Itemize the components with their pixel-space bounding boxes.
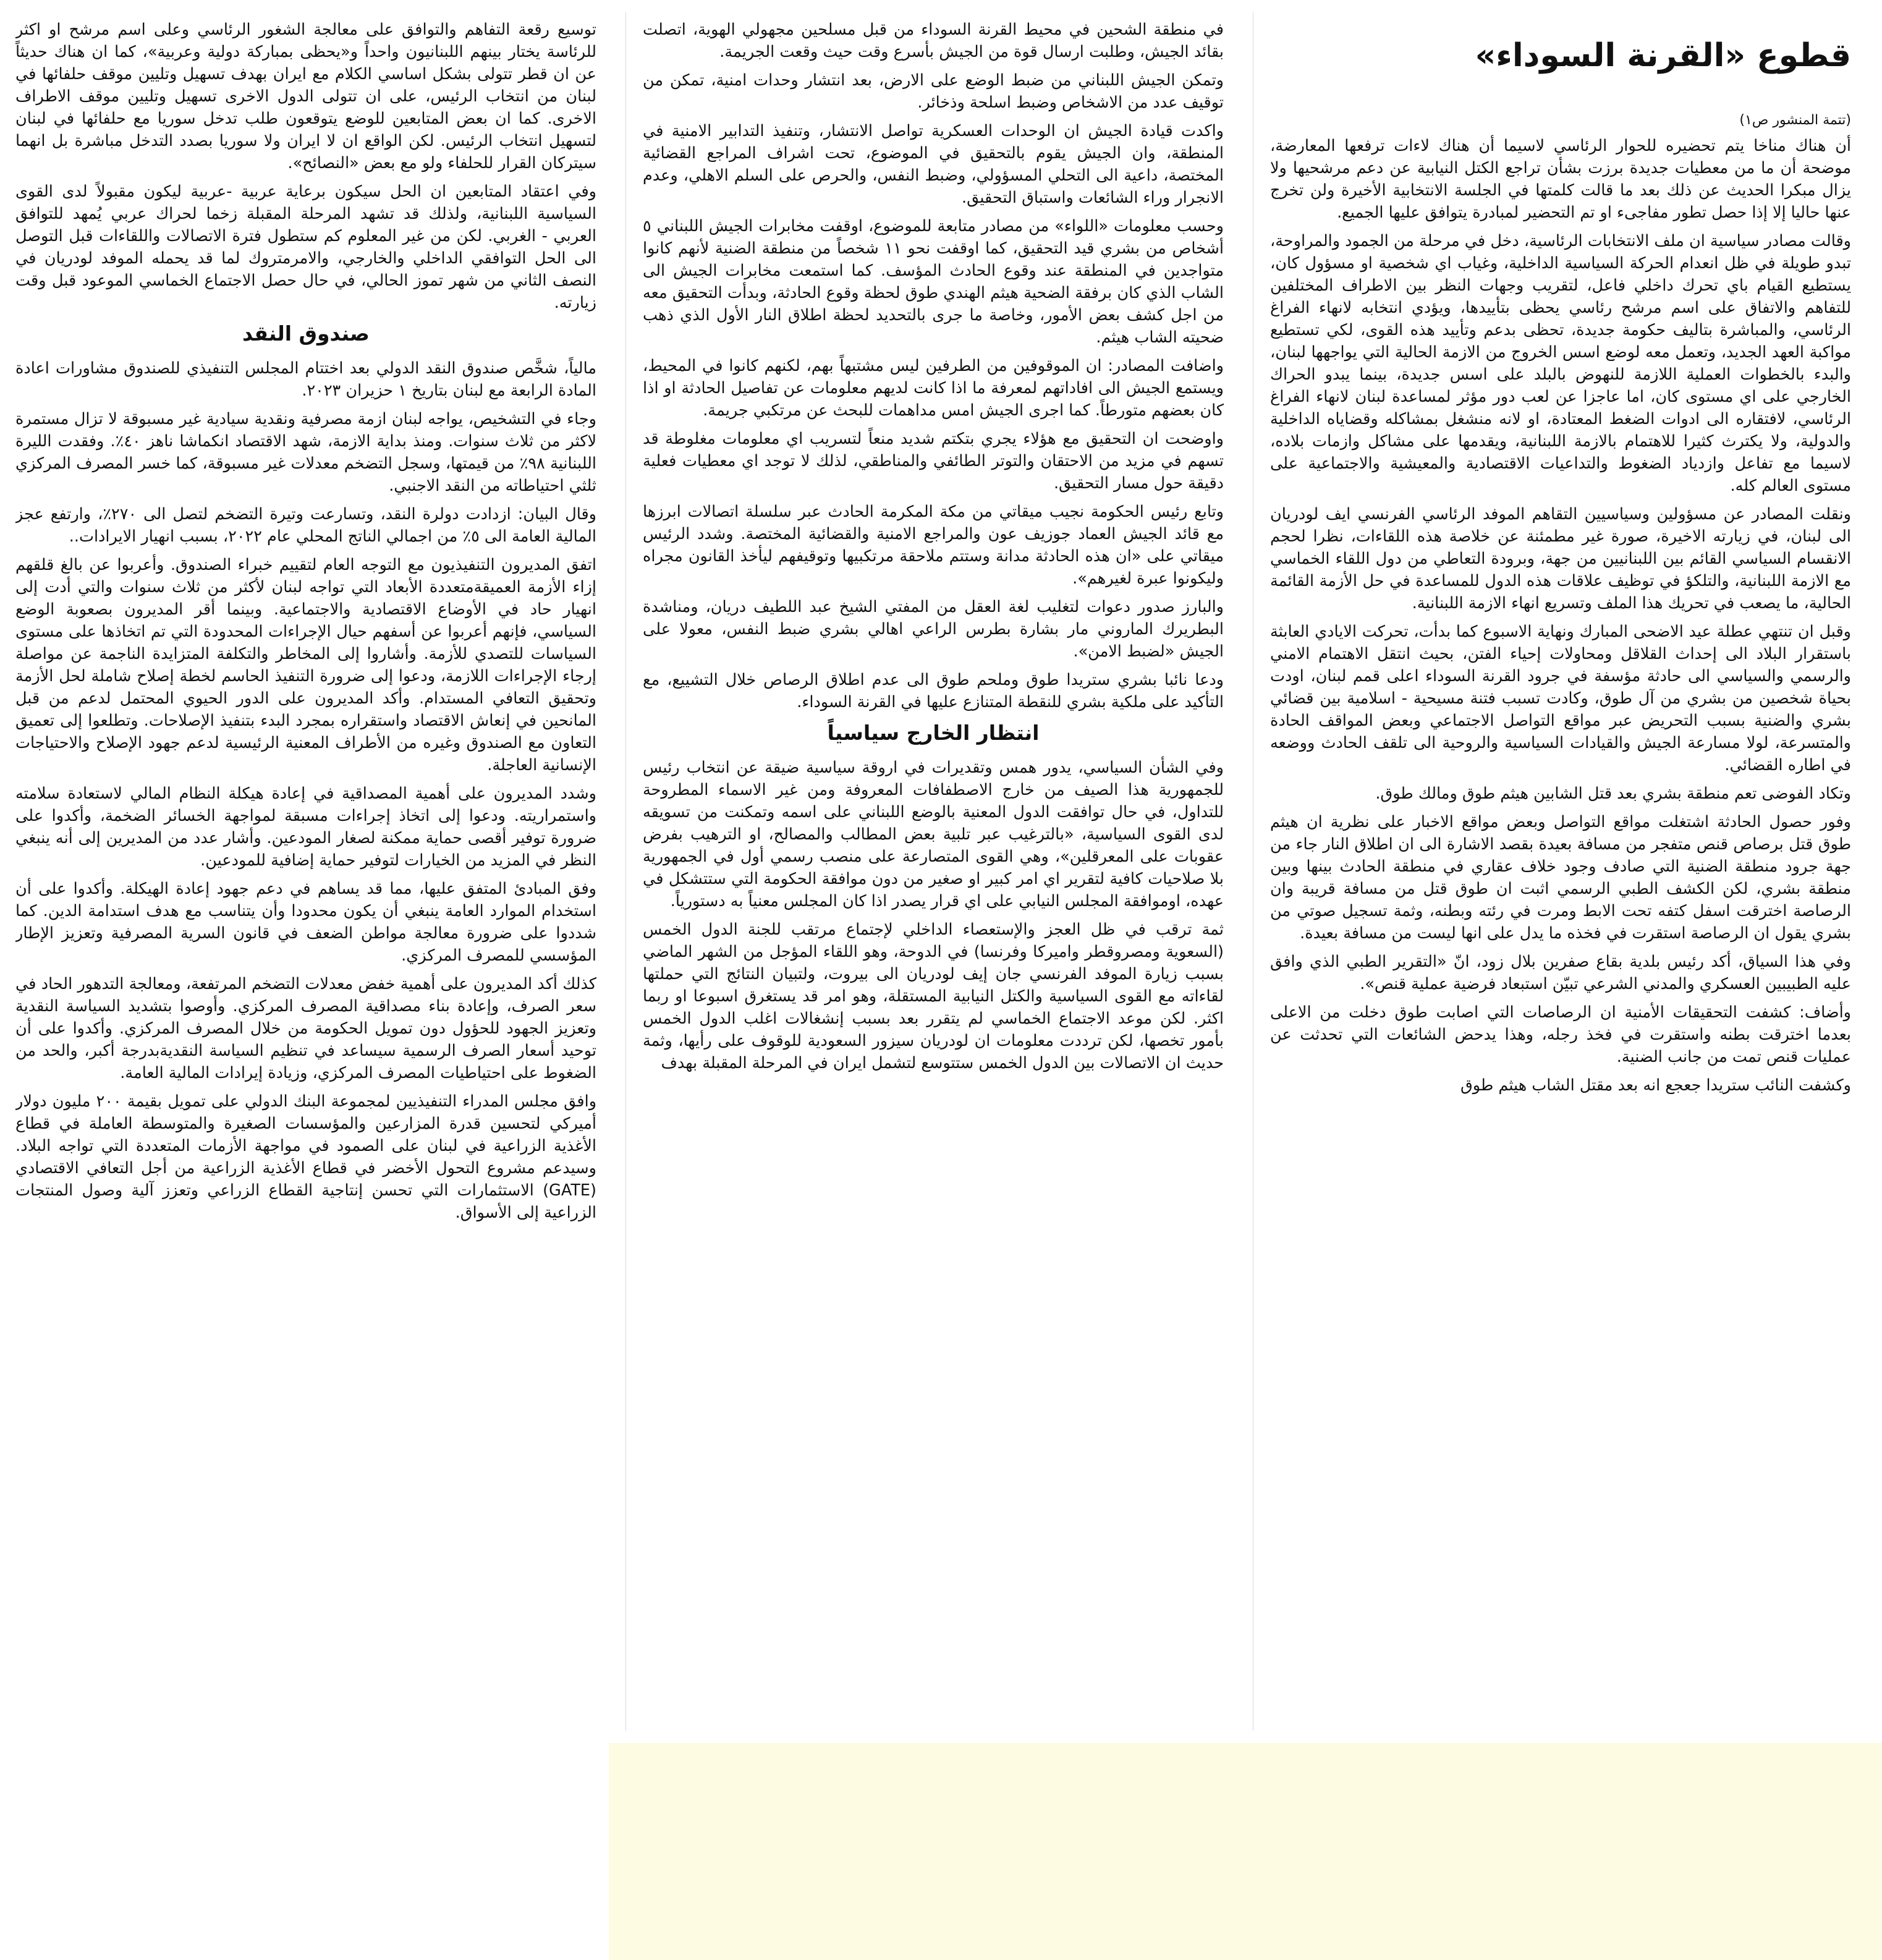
article-column-middle xyxy=(643,19,1224,1080)
paragraph: ثمة ترقب في ظل العجز والإستعصاء الداخلي لإجتماع مرتقب للجنة الدول الخمس (السعوية ومصروقطر واميركا وفرنسا) في الدوحة، وهو اللقاء المؤجل من الشهر الماضي بسبب زيارة الموفد الفرنسي جان إيف لودريان الى بيروت، ولتبيان النتائج التي حملتها لقاءاته مع القوى السياسية والكتل النيابية المستقلة، وهو امر قد يستغرق اسبوعا او ربما اكثر. لكن موعد الاجتماع الخماسي لم يتقرر بعد بسبب إنشغالات اغلب الدول الخمس بأمور تخصها، لكن ترددت معلومات ان لودريان سيزور السعودية للوقوف على رأيها، وثمة حديث ان الاتصالات بين الدول الخمس ستتوسع لتشمل ايران في المرحلة المقبلة بهدف xyxy=(643,920,1224,1072)
paragraph: كذلك أكد المديرون على أهمية خفض معدلات التضخم المرتفعة، ومعالجة التدهور الحاد في سعر الصرف، وإعادة بناء مصداقية المصرف المركزي. وأوصوا بتشديد السياسة النقدية وتعزيز الجهود للحؤول دون تمويل الحكومة من خلال المصرف المركزي. وأكدوا على أن توحيد أسعار الصرف الرسمية سيساعد في تنظيم السياسة النقديةبدرجة أكبر، والحد من الضغوط على احتياطيات المصرف المركزي، وزيادة إيرادات المالية العامة. xyxy=(15,975,596,1082)
paragraph: أن هناك مناخا يتم تحضيره للحوار الرئاسي لاسيما أن هناك لاءات ترفعها المعارضة، موضحة أن ما من معطيات جديدة برزت بشأن تراجع الكتل النيابية عن دعم مرشحيها ولا يزال مبكرا الحديث عن ذلك بعد ما قالت كلمتها في الجلسة الانتخابية الأخيرة ولن تخرج عنها حاليا إلا إذا حصل تطور مفاجىء او تم التحضير لمبادرة يتوافق عليها الجميع. xyxy=(1270,137,1851,222)
paragraph: وتمكن الجيش اللبناني من ضبط الوضع على الارض، بعد انتشار وحدات امنية، تمكن من توقيف عدد من الاشخاص وضبط اسلحة وذخائر. xyxy=(643,71,1224,112)
paragraph: وفور حصول الحادثة اشتغلت مواقع التواصل وبعض مواقع الاخبار على نظرية ان هيثم طوق قتل برصاص قنص متفجر من مسافة بعيدة بقصد الاشارة الى ان اطلاق النار جاء من جهة جرود منطقة الضنية التي صادف وجود خلاف عقاري في منطقة الحادث بينها وبين منطقة بشري، لكن الكشف الطبي الرسمي اثبت ان طوق قتل من مسافة قريبة وان الرصاصة اخترقت اسفل كتفه تحت الابط ومرت في رئته وبطنه، وثمة تسجيل صوتي من بشري يقول ان الرصاصة استقرت في فخذه ما يدل على انها ليست من مسافة بعيدة. xyxy=(1270,813,1851,943)
paragraph: والبارز صدور دعوات لتغليب لغة العقل من المفتي الشيخ عبد اللطيف دريان، ومناشدة البطريرك الماروني مار بشارة بطرس الراعي اهالي بشري ضبط النفس، معولا على الجيش «لضبط الامن». xyxy=(643,598,1224,661)
paragraph: وقبل ان تنتهي عطلة عيد الاضحى المبارك ونهاية الاسبوع كما بدأت، تحركت الايادي العابثة باستقرار البلاد الى إحداث القلاقل ومحاولات إحياء الفتن، بحيث انتقل الاهتمام الامني والرسمي والسياسي الى حادثة مؤسفة في جرود القرنة السوداء اعلى قمم لبنان، اودت بحياة شخصين من بشري من آل طوق، وكادت تسبب فتنة مسيحية - اسلامية بين قضائي بشري والضنية بسبب التحريض عبر مواقع التواصل الاجتماعي وبعض المواقف الحادة والمتسرعة، لولا مسارعة الجيش والقيادات السياسية والروحية الى تلقف الحادث ووضعه في اطاره القضائي. xyxy=(1270,622,1851,774)
paragraph: وقال البيان: ازدادت دولرة النقد، وتسارعت وتيرة التضخم لتصل الى ٢٧٠٪، وارتفع عجز المالية العامة الى ٥٪ من اجمالي الناتج المحلي عام ٢٠٢٢، بسبب انهيار الايرادات.. xyxy=(15,505,596,546)
paragraph: وحسب معلومات «اللواء» من مصادر متابعة للموضوع، اوقفت مخابرات الجيش اللبناني ٥ أشخاص من بشري قيد التحقيق، كما اوقفت نحو ١١ شخصاً من منطقة الضنية لأنهم كانوا متواجدين في المنطقة عند وقوع الحادث المؤسف. كما استمعت مخابرات الجيش الى الشاب الذي كان برفقة الضحية هيثم الهندي طوق لحظة وقوع الحادثة، وبدأت التحقيق معه من اجل كشف بعض الأمور، وخاصة ما جرى بالتحديد لحظة اطلاق النار الأول الذي ذهب ضحيته الشاب هيثم. xyxy=(643,217,1224,347)
article-column-right xyxy=(1270,19,1851,1103)
paragraph: واوضحت ان التحقيق مع هؤلاء يجري بتكتم شديد منعاً لتسريب اي معلومات مغلوطة قد تسهم في مزيد من الاحتقان والتوتر الطائفي والمناطقي، لذلك لا توجد اي معطيات فعلية دقيقة حول مسار التحقيق. xyxy=(643,430,1224,493)
paragraph: واضافت المصادر: ان الموقوفين من الطرفين ليس مشتبهاً بهم، لكنهم كانوا في المحيط، ويستمع الجيش الى افاداتهم لمعرفة ما اذا كانت لديهم معلومات عن تفاصيل الحادثة او اذا كان بعضهم متورطاً. كما اجرى الجيش امس مداهمات للبحث عن مرتكبي جريمة. xyxy=(643,357,1224,420)
paragraph: توسيع رقعة التفاهم والتوافق على معالجة الشغور الرئاسي وعلى اسم مرشح او اكثر للرئاسة يختار بينهم اللبنانيون واحداً و«يحظى بمباركة دولية وعربية»، كما ان هناك حديثاً عن ان قطر تتولى بشكل اساسي الكلام مع ايران بهدف تسهيل وتليين موقف حلفائها في لبنان من انتخاب الرئيس، على ان تتولى الدول الاخرى تسهيل وتليين موقف الاطراف الاخرى. كما ان بعض المتابعين للوضع يتوقعون طلب تدخل سوريا مع حلفائها في لبنان لتسهيل انتخاب الرئيس. لكن الواقع ان لا ايران ولا سوريا بصدد التدخل مباشرة بل انهما سيتركان القرار للحلفاء ولو مع بعض «النصائح». xyxy=(15,20,596,172)
section-heading: صندوق النقد xyxy=(242,321,370,346)
paragraph: وأضاف: كشفت التحقيقات الأمنية ان الرصاصات التي اصابت طوق دخلت من الاعلى بعدما اخترقت بطنه واستقرت في فخذ رجله، وهذا يدحض الشائعات التي تحدثت عن عمليات قنص تمت من جانب الضنية. xyxy=(1270,1003,1851,1066)
section-heading: انتظار الخارج سياسياً xyxy=(827,721,1040,745)
paragraph: وافق مجلس المدراء التنفيذيين لمجموعة البنك الدولي على تمويل بقيمة ٢٠٠ مليون دولار أميركي لتحسين قدرة المزارعين والمؤسسات الصغيرة والمتوسطة العاملة في قطاع الأغذية الزراعية في لبنان على الصمود في مواجهة الأزمات المتعددة التي تواجه البلاد. وسيدعم مشروع التحول الأخضر في قطاع الأغذية الزراعية من أجل التعافي الاقتصادي (GATE) الاستثمارات التي تحسن إنتاجية القطاع الزراعي وتعزز آلية وصول المنتجات الزراعية إلى الأسواق. xyxy=(15,1092,596,1222)
paragraph: وفق المبادئ المتفق عليها، مما قد يساهم في دعم جهود إعادة الهيكلة. وأكدوا على أن استخدام الموارد العامة ينبغي أن يكون محدودا وأن يتناسب مع هدف استدامة الدين. كما شددوا على ضرورة معالجة مواطن الضعف في قانون السرية المصرفية وتعزيز الإطار المؤسسي للمصرف المركزي. xyxy=(15,880,596,965)
paragraph: مالياً، شخَّص صندوق النقد الدولي بعد اختتام المجلس التنفيذي للصندوق مشاورات اعادة المادة الرابعة مع لبنان بتاريخ ١ حزيران ٢٠٢٣. xyxy=(15,359,596,400)
paragraph: وشدد المديرون على أهمية المصداقية في إعادة هيكلة النظام المالي لاستعادة سلامته واستمراريته. ودعوا إلى اتخاذ إجراءات مسبقة لمواجهة الخسائر الضخمة، وأكدوا على ضرورة توفير أقصى حماية ممكنة لصغار المودعين. وأشار عدد من المديرين إلى أنه ينبغي النظر في المزيد من الخيارات لتوفير حماية إضافية للمودعين. xyxy=(15,784,596,870)
continuation-note: (تتمة المنشور ص١) xyxy=(1739,112,1851,128)
paragraph: اتفق المديرون التنفيذيون مع التوجه العام لتقييم خبراء الصندوق. وأعربوا عن بالغ قلقهم إزاء الأزمة العميقةمتعددة الأبعاد التي تواجه لبنان لأكثر من ثلاث سنوات والتي أدت إلى انهيار حاد في الأوضاع الاقتصادية والاجتماعية. وبينما أقر المديرون بصعوبة الوضع السياسي، فإنهم أعربوا عن أسفهم حيال الإجراءات المحدودة التي تم اتخاذها على مستوى السياسات للتصدي للأزمة. وأشاروا إلى المخاطر والتكلفة المتزايدة الناجمة عن مواصلة إرجاء الإجراءات اللازمة، ودعوا إلى ضرورة التنفيذ الحاسم لخطة إصلاح شاملة لحل الأزمة وتحقيق التعافي المستدام. وأكد المديرون على الدور الحيوي المحتمل لدعم من قبل المانحين في إنعاش الاقتصاد واستقراره بمجرد البدء بتنفيذ الإصلاحات. وتطلعوا إلى تعميق التعاون مع الصندوق وغيره من الأطراف المعنية الرئيسية لدعم جهود الإصلاح والاحتياجات الإنسانية العاجلة. xyxy=(15,556,596,774)
article-title: قطوع «القرنة السوداء» xyxy=(1475,37,1851,74)
paragraph: وكشفت النائب ستريدا جعجع انه بعد مقتل الشاب هيثم طوق xyxy=(1460,1076,1851,1095)
paragraph: وجاء في التشخيص، يواجه لبنان ازمة مصرفية ونقدية سيادية غير مسبوقة لا تزال مستمرة لاكثر من ثلاث سنوات. ومنذ بداية الازمة، شهد الاقتصاد انكماشا ناهز ٤٠٪. وفقدت الليرة اللبنانية ٩٨٪ من قيمتها، وسجل التضخم معدلات غير مسبوقة، كما خسر المصرف المركزي ثلثي احتياطاته من النقد الاجنبي. xyxy=(15,410,596,495)
paragraph: واكدت قيادة الجيش ان الوحدات العسكرية تواصل الانتشار، وتنفيذ التدابير الامنية في المنطقة، وان الجيش يقوم بالتحقيق في الموضوع، تحت اشراف المراجع القضائية المختصة، داعية الى التحلي المسؤولي، وضبط النفس، والحرص على السلم الاهلي، وعدم الانجرار وراء الشائعات واستباق التحقيق. xyxy=(643,122,1224,207)
column-divider xyxy=(625,12,626,1731)
paragraph: وتكاد الفوضى تعم منطقة بشري بعد قتل الشابين هيثم طوق ومالك طوق. xyxy=(1375,784,1851,803)
paragraph: وفي هذا السياق، أكد رئيس بلدية بقاع صفرين بلال زود، انّ «التقرير الطبي الذي وافق عليه الطبيبين العسكري والمدني الشرعي تبيّن استبعاد فرضية عملية قنص». xyxy=(1270,952,1851,993)
paragraph: ونقلت المصادر عن مسؤولين وسياسيين التقاهم الموفد الرئاسي الفرنسي ايف لودريان الى لبنان، في زيارته الاخيرة، صورة غير مطمئنة عن خلاصة هذه اللقاءات، نظرا لحجم الانقسام السياسي القائم بين اللبنانيين من جهة، وبرودة التعاطي من دول اللقاء الخماسي مع الازمة اللبنانية، والتلكؤ في توظيف علاقات هذه الدول للمساعدة في حل الأزمة القائمة الحالية، ما يصعب في تحريك هذا الملف وتسريع انهاء الازمة اللبنانية. xyxy=(1270,505,1851,613)
paragraph: وتابع رئيس الحكومة نجيب ميقاتي من مكة المكرمة الحادث عبر سلسلة اتصالات ابرزها مع قائد الجيش العماد جوزيف عون والمراجع الامنية والقضائية المختصة. وشدد الرئيس ميقاتي على «ان هذه الحادثة مدانة وستتم ملاحقة مرتكبيها وتوقيفهم ليأخذ القانون مجراه وليكونوا عبرة لغيرهم». xyxy=(643,503,1224,588)
article-column-left xyxy=(15,19,596,1230)
paragraph: في منطقة الشحين في محيط القرنة السوداء من قبل مسلحين مجهولي الهوية، اتصلت بقائد الجيش، وطلبت ارسال قوة من الجيش بأسرع وقت حيث وقعت الجريمة. xyxy=(643,20,1224,61)
paragraph: ودعا نائبا بشري ستريدا طوق وملحم طوق الى عدم اطلاق الرصاص خلال التشييع، مع التأكيد على ملكية بشري للنقطة المتنازع عليها في القرنة السوداء. xyxy=(643,671,1224,711)
paragraph: وفي اعتقاد المتابعين ان الحل سيكون برعاية عربية -عربية ليكون مقبولاً لدى القوى السياسية اللبنانية، ولذلك قد تشهد المرحلة المقبلة زخما لحراك عربي يُمهد للتوافق العربي - الغربي. لكن من غير المعلوم كم ستطول فترة الاتصالات واللقاءات قبل التوصل الى الحل التوافقي الداخلي والخارجي، والامرمتروك لما قد يحمله الموفد لودريان في النصف الثاني من شهر تموز الحالي، في حال حصل الاجتماع الخماسي الموعود قبل وقت زيارته. xyxy=(15,182,596,312)
paragraph: وقالت مصادر سياسية ان ملف الانتخابات الرئاسية، دخل في مرحلة من الجمود والمراوحة، تبدو طويلة في ظل انعدام الحركة السياسية الداخلية، وغياب اي شخصية او مسؤول كان، يستطيع القيام باي تحرك داخلي فاعل، لتقريب وجهات النظر بين الاطراف المختلفين للتفاهم والاتفاق على اسم مرشح رئاسي يحظى بتأييدها، ويؤدي انتخابه لانهاء الفراغ الرئاسي، والمباشرة بتاليف حكومة جديدة، تحظى بدعم وتأييد هذه القوى، لكي تستطيع مواكبة العهد الجديد، وتعمل معه لوضع اسس الخروج من الازمة الحالية التي يواجهها لبنان، والبدء بالخطوات العملية اللازمة للنهوض بالبلد على اسس جديدة، بينما يبدو الحراك الخارجي على اي مستوى كان، اما عاجزا عن لعب دور مؤثر لمساعدة لبنان لانهاء الفراغ الرئاسي، لافتقاره الى ادوات الضغط المعتادة، او لانه منشغل بمشاكله وقضاياه الداخلية والدولية، ولا يكترث كثيرا للاهتمام بالازمة اللبنانية، ويقدمها على مشاكل وازمات بلاده، لاسيما مع تفاعل وازدياد الضغوط والتداعيات الاقتصادية والمعيشية والاجتماعية على مستوى العالم كله. xyxy=(1270,232,1851,495)
blank-yellow-area xyxy=(609,1743,1882,1960)
paragraph: وفي الشأن السياسي، يدور همس وتقديرات في اروقة سياسية ضيقة عن انتخاب رئيس للجمهورية هذا الصيف من خارج الاصطفافات المعروفة ومن غير الاسماء المطروحة للتداول، في حال توافقت الدول المعنية بالوضع اللبناني على اسمه وتمكنت من تسويقه لدى القوى السياسية، «بالترغيب عبر تلبية بعض المطالب والمصالح، او الترهيب بفرض عقوبات على المعرقلين»، وهي القوى المتصارعة على منصب رسمي أول في الجمهورية بلا صلاحيات كافية لتقرير اي امر كبير او صغير من دون موافقة الحكومة التي ستتشكل في عهده، اوموافقة المجلس النيابي على اي قرار يصدر اذا كان المجلس معنياً به دستورياً. xyxy=(643,758,1224,910)
